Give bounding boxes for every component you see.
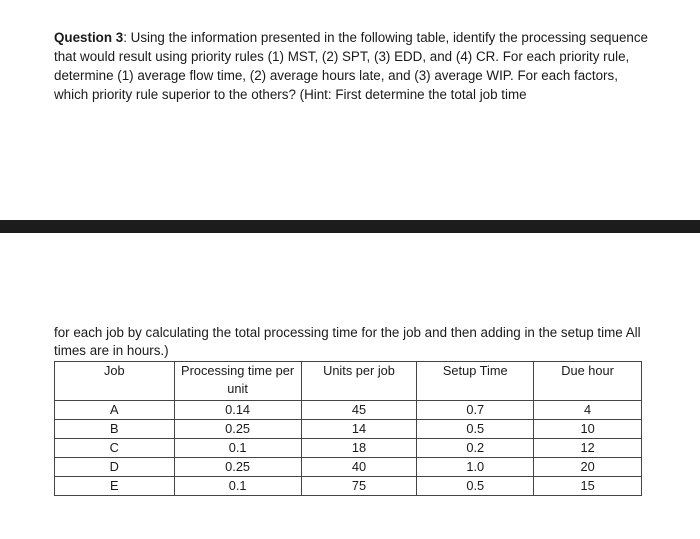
cell-setup-time: 0.7 — [417, 401, 534, 420]
cell-job: E — [55, 477, 175, 496]
cell-due-hour: 12 — [534, 439, 642, 458]
job-table — [54, 361, 642, 496]
cell-processing-time: 0.14 — [174, 401, 301, 420]
table-row — [55, 401, 642, 420]
cell-setup-time: 0.2 — [417, 439, 534, 458]
cell-processing-time: 0.25 — [174, 458, 301, 477]
cell-due-hour: 20 — [534, 458, 642, 477]
cell-due-hour: 4 — [534, 401, 642, 420]
cell-units-per-job: 45 — [301, 401, 417, 420]
question-text: : Using the information presented in the following table, identify the processing sequence that would result using priority rules (1) MST, (2) SPT, (3) EDD, and (4) CR. For each priority rule, determine (1) average flow time, (2) average hours late, and (3) average WIP. For each factors, which priority rule superior to the others? (Hint: First determine the total job time — [54, 30, 648, 102]
cell-job: B — [55, 420, 175, 439]
cell-job: D — [55, 458, 175, 477]
header-job: Job — [55, 362, 175, 401]
cell-units-per-job: 18 — [301, 439, 417, 458]
cell-due-hour: 10 — [534, 420, 642, 439]
header-processing-time: Processing time per unit — [174, 362, 301, 401]
table-row — [55, 439, 642, 458]
header-due-hour: Due hour — [534, 362, 642, 401]
cell-setup-time: 0.5 — [417, 477, 534, 496]
cell-processing-time: 0.25 — [174, 420, 301, 439]
question-paragraph — [54, 28, 654, 104]
table-row — [55, 477, 642, 496]
table-header-row — [55, 362, 642, 401]
table-row — [55, 420, 642, 439]
cell-units-per-job: 40 — [301, 458, 417, 477]
cell-job: A — [55, 401, 175, 420]
page-divider-bar — [0, 220, 700, 233]
cell-processing-time: 0.1 — [174, 477, 301, 496]
table-row — [55, 458, 642, 477]
cell-processing-time: 0.1 — [174, 439, 301, 458]
cell-job: C — [55, 439, 175, 458]
cell-setup-time: 0.5 — [417, 420, 534, 439]
cell-units-per-job: 14 — [301, 420, 417, 439]
continuation-paragraph: for each job by calculating the total processing time for the job and then adding in the setup time All times are in hours.) — [54, 325, 641, 358]
cell-units-per-job: 75 — [301, 477, 417, 496]
cell-setup-time: 1.0 — [417, 458, 534, 477]
header-units-per-job: Units per job — [301, 362, 417, 401]
question-label: Question 3 — [54, 30, 124, 45]
cell-due-hour: 15 — [534, 477, 642, 496]
header-setup-time: Setup Time — [417, 362, 534, 401]
